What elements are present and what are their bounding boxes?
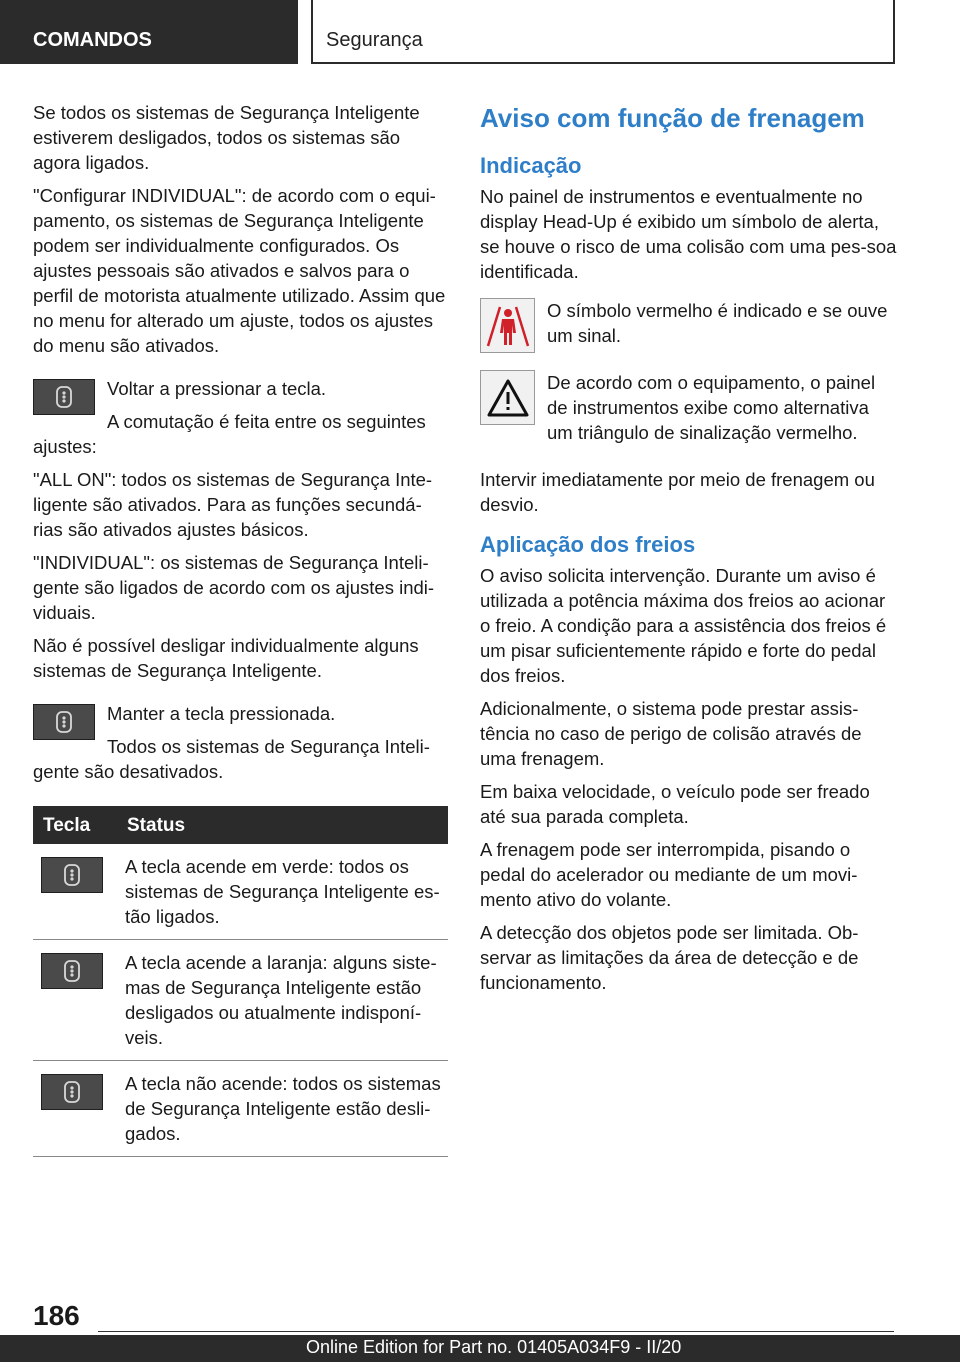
symbol-text: De acordo com o equipamento, o painel de instrumentos exibe como alternativa um triângulo de sinalização vermelho. — [547, 372, 876, 443]
section-tab: COMANDOS — [0, 0, 298, 64]
paragraph: Se todos os sistemas de Segurança Inteligente estiverem desligados, todos os sistemas são agora ligados. — [33, 102, 420, 173]
paragraph: gente são desativados. — [33, 761, 224, 782]
step-hold-key — [33, 701, 448, 759]
paragraph: A frenagem pode ser interrompida, pisando o pedal do acelerador ou mediante de um movi‐mento ativo do volante. — [480, 839, 858, 910]
safety-key-icon — [41, 857, 103, 893]
chapter-title: Segurança — [311, 0, 895, 64]
paragraph: Adicionalmente, o sistema pode prestar assis‐tência no caso de perigo de colisão através de uma frenagem. — [480, 698, 862, 769]
footer-divider — [98, 1331, 894, 1332]
right-column — [480, 100, 898, 1003]
warning-symbol-triangle — [480, 370, 898, 453]
key-status-table — [33, 806, 448, 1157]
footer-bar — [0, 1335, 960, 1362]
heading-aplicacao-freios: Aplicação dos freios — [480, 532, 696, 557]
paragraph: Não é possível desligar individualmente alguns sistemas de Segurança Inteligente. — [33, 635, 419, 681]
step-press-again — [33, 376, 448, 434]
warning-symbol-person — [480, 298, 898, 356]
paragraph: Intervir imediatamente por meio de frenagem ou desvio. — [480, 469, 875, 515]
step-text: Voltar a pressionar a tecla. — [107, 378, 327, 399]
safety-key-icon — [41, 1074, 103, 1110]
paragraph: ajustes: — [33, 436, 97, 457]
step-text: Manter a tecla pressionada. — [107, 703, 336, 724]
step-text: A comutação é feita entre os seguintes — [107, 411, 426, 432]
warning-triangle-icon — [480, 370, 535, 425]
paragraph: No painel de instrumentos e eventualmente no display Head-Up é exibido um símbolo de alerta, se houve o risco de uma colisão com uma pes‐soa identificada. — [480, 186, 897, 282]
section-title: Aviso com função de frenagem — [480, 103, 865, 133]
edition-text: Online Edition for Part no. 01405A034F9 - II/20 — [306, 1337, 682, 1357]
paragraph: "ALL ON": todos os sistemas de Segurança Inte‐ligente são ativados. Para as funções secundá‐rias são ativados ajustes básicos. — [33, 469, 433, 540]
left-column — [33, 100, 448, 1157]
status-text: A tecla acende em verde: todos os sistemas de Segurança Inteligente es‐tão ligados. — [115, 844, 448, 940]
step-text: Todos os sistemas de Segurança Inteli‐ — [107, 736, 430, 757]
table-row — [33, 1061, 448, 1157]
table-row — [33, 844, 448, 940]
pedestrian-warning-icon — [480, 298, 535, 353]
safety-key-icon — [33, 704, 95, 740]
status-text: A tecla não acende: todos os sistemas de Segurança Inteligente estão desli‐gados. — [115, 1061, 448, 1157]
heading-indicacao: Indicação — [480, 153, 582, 178]
table-row — [33, 940, 448, 1061]
symbol-text: O símbolo vermelho é indicado e se ouve um sinal. — [547, 300, 888, 346]
safety-key-icon — [41, 953, 103, 989]
paragraph: O aviso solicita intervenção. Durante um aviso é utilizada a potência máxima dos freios ao acionar o freio. A condição para a assistência dos freios é um pisar suficientemente rápido e forte do pedal dos freios. — [480, 565, 887, 686]
table-header-status: Status — [115, 806, 448, 844]
paragraph: Em baixa velocidade, o veículo pode ser freado até sua parada completa. — [480, 781, 870, 827]
page-number: 186 — [33, 1300, 80, 1331]
safety-key-icon — [33, 379, 95, 415]
paragraph: "Configurar INDIVIDUAL": de acordo com o equi‐pamento, os sistemas de Segurança Inteligente podem ser individualmente configurados. Os ajustes pessoais são ativados e salvos para o perfil de motorista atualmente utilizado. Assim que no menu for alterado um ajuste, todos os ajustes do menu são ativados. — [33, 185, 446, 356]
paragraph: A detecção dos objetos pode ser limitada. Ob‐servar as limitações da área de detecção e de funcionamento. — [480, 922, 859, 993]
table-header-key: Tecla — [33, 806, 115, 844]
status-text: A tecla acende a laranja: alguns siste‐mas de Segurança Inteligente estão desligados ou atualmente indisponí‐veis. — [115, 940, 448, 1061]
paragraph: "INDIVIDUAL": os sistemas de Segurança Inteli‐gente são ligados de acordo com os ajustes indi‐viduais. — [33, 552, 435, 623]
